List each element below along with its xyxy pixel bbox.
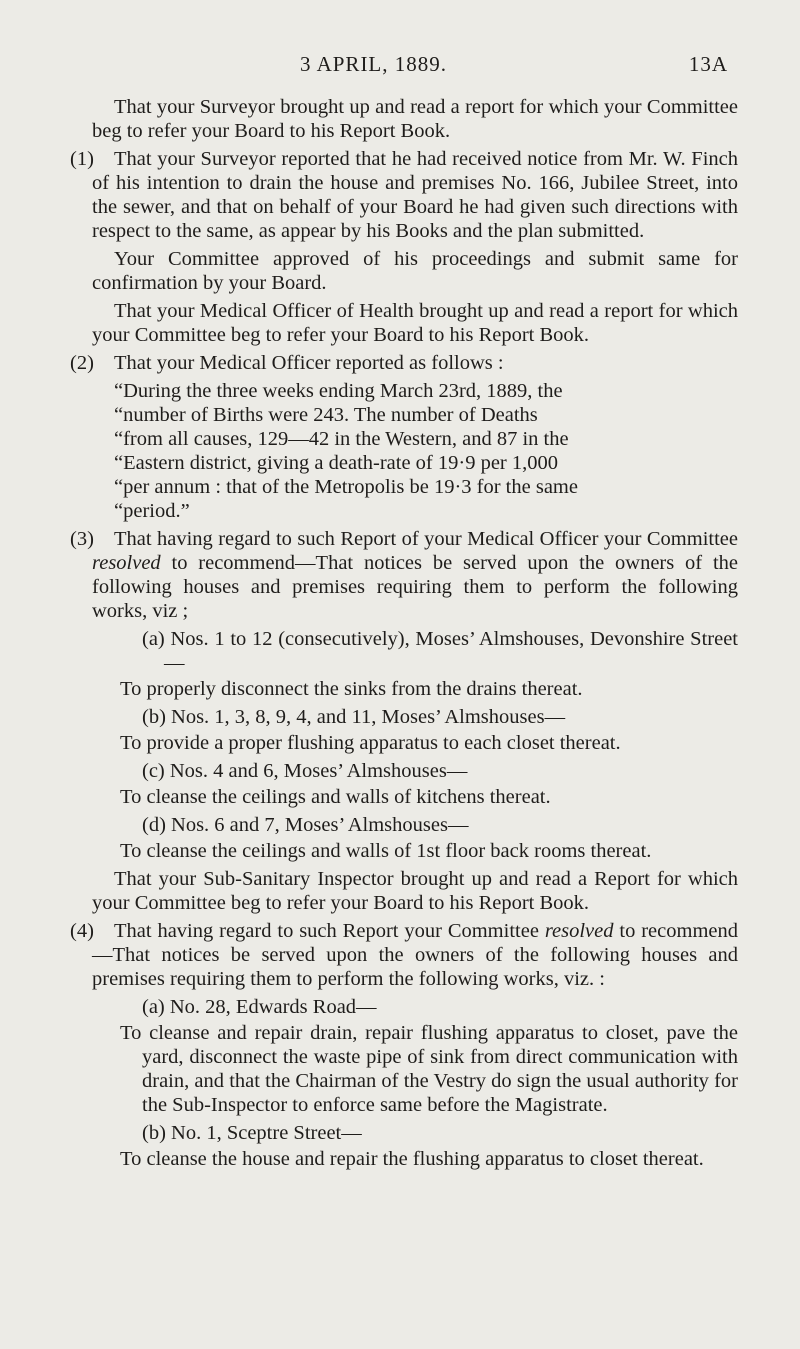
paragraph-text: That your Surveyor reported that he had received notice from Mr. W. Finch of his intention to drain the house and premises No. 166, Jubilee Street, into the sewer, and that on behalf of your Board he had given such directions with respect to the same, as appear by his Books and the plan submitted. — [92, 148, 738, 242]
paragraph: That your Surveyor brought up and read a report for which your Committee beg to refer your Board to his Report Book. — [92, 96, 738, 142]
paragraph-text: That having regard to such Report of your Medical Officer your Committee — [114, 528, 738, 550]
premises-item: (b) Nos. 1, 3, 8, 9, 4, and 11, Moses’ Almshouses— — [142, 706, 566, 728]
paragraph: That your Sub-Sanitary Inspector brought up and read a Report for which your Committee beg to refer your Board to his Report Book. — [92, 868, 738, 914]
header-date: 3 APRIL, 1889. — [300, 52, 448, 76]
quote-line: “number of Births were 243. The number of Deaths — [114, 404, 538, 426]
paragraph-number: (1) — [70, 148, 94, 170]
paragraph-number: (4) — [70, 920, 94, 942]
paragraph-text: to recommend—That notices be served upon the owners of the following houses and premises requiring them to perform the following works, viz. : — [92, 920, 738, 990]
quote-line: “per annum : that of the Metropolis be 19·3 for the same — [114, 476, 578, 498]
premises-item: (b) No. 1, Sceptre Street— — [142, 1122, 362, 1144]
paragraph: Your Committee approved of his proceedings and submit same for confirmation by your Board. — [92, 248, 738, 294]
numbered-paragraph — [70, 919, 738, 991]
works-required: To cleanse the ceilings and walls of 1st floor back rooms thereat. — [120, 840, 652, 862]
works-required: To cleanse and repair drain, repair flushing apparatus to closet, pave the yard, disconnect the waste pipe of sink from direct communication with drain, and that the Chairman of the Vestry do sign the usual authority for the Sub-Inspector to enforce same before the Magistrate. — [120, 1022, 738, 1116]
paragraph-text: to recommend—That notices be served upon the owners of the following houses and premises requiring them to perform the following works, viz ; — [92, 552, 738, 622]
premises-item: (d) Nos. 6 and 7, Moses’ Almshouses— — [142, 814, 469, 836]
quote-line: “period.” — [114, 500, 190, 522]
health-report-quote — [92, 379, 738, 523]
paragraph: That your Medical Officer of Health brought up and read a report for which your Committee beg to refer your Board to his Report Book. — [92, 300, 738, 346]
quote-line: “from all causes, 129—42 in the Western, and 87 in the — [114, 428, 569, 450]
paragraph-number: (3) — [70, 528, 94, 550]
page-header — [0, 48, 800, 82]
resolved-italic: resolved — [544, 920, 614, 942]
page-number: 13A — [688, 52, 728, 76]
paragraph-number: (2) — [70, 352, 94, 374]
numbered-paragraph — [70, 527, 738, 623]
works-required: To properly disconnect the sinks from the drains thereat. — [120, 678, 583, 700]
premises-item: (a) No. 28, Edwards Road— — [142, 996, 377, 1018]
premises-item: (c) Nos. 4 and 6, Moses’ Almshouses— — [142, 760, 468, 782]
resolved-italic: resolved — [92, 552, 161, 574]
works-required: To cleanse the house and repair the flushing apparatus to closet thereat. — [120, 1148, 704, 1170]
paragraph-text: That your Medical Officer reported as follows : — [114, 352, 504, 374]
premises-item: (a) Nos. 1 to 12 (consecutively), Moses’ Almshouses, Devonshire Street— — [142, 628, 738, 674]
numbered-paragraph — [70, 147, 738, 243]
works-required: To cleanse the ceilings and walls of kitchens thereat. — [120, 786, 551, 808]
minutes-body — [70, 95, 738, 1175]
works-required: To provide a proper flushing apparatus to each closet thereat. — [120, 732, 621, 754]
quote-line: “Eastern district, giving a death-rate of 19·9 per 1,000 — [114, 452, 559, 474]
numbered-paragraph — [70, 351, 738, 375]
quote-line: “During the three weeks ending March 23rd, 1889, the — [114, 380, 563, 402]
paragraph-text: That having regard to such Report your Committee — [114, 920, 539, 942]
